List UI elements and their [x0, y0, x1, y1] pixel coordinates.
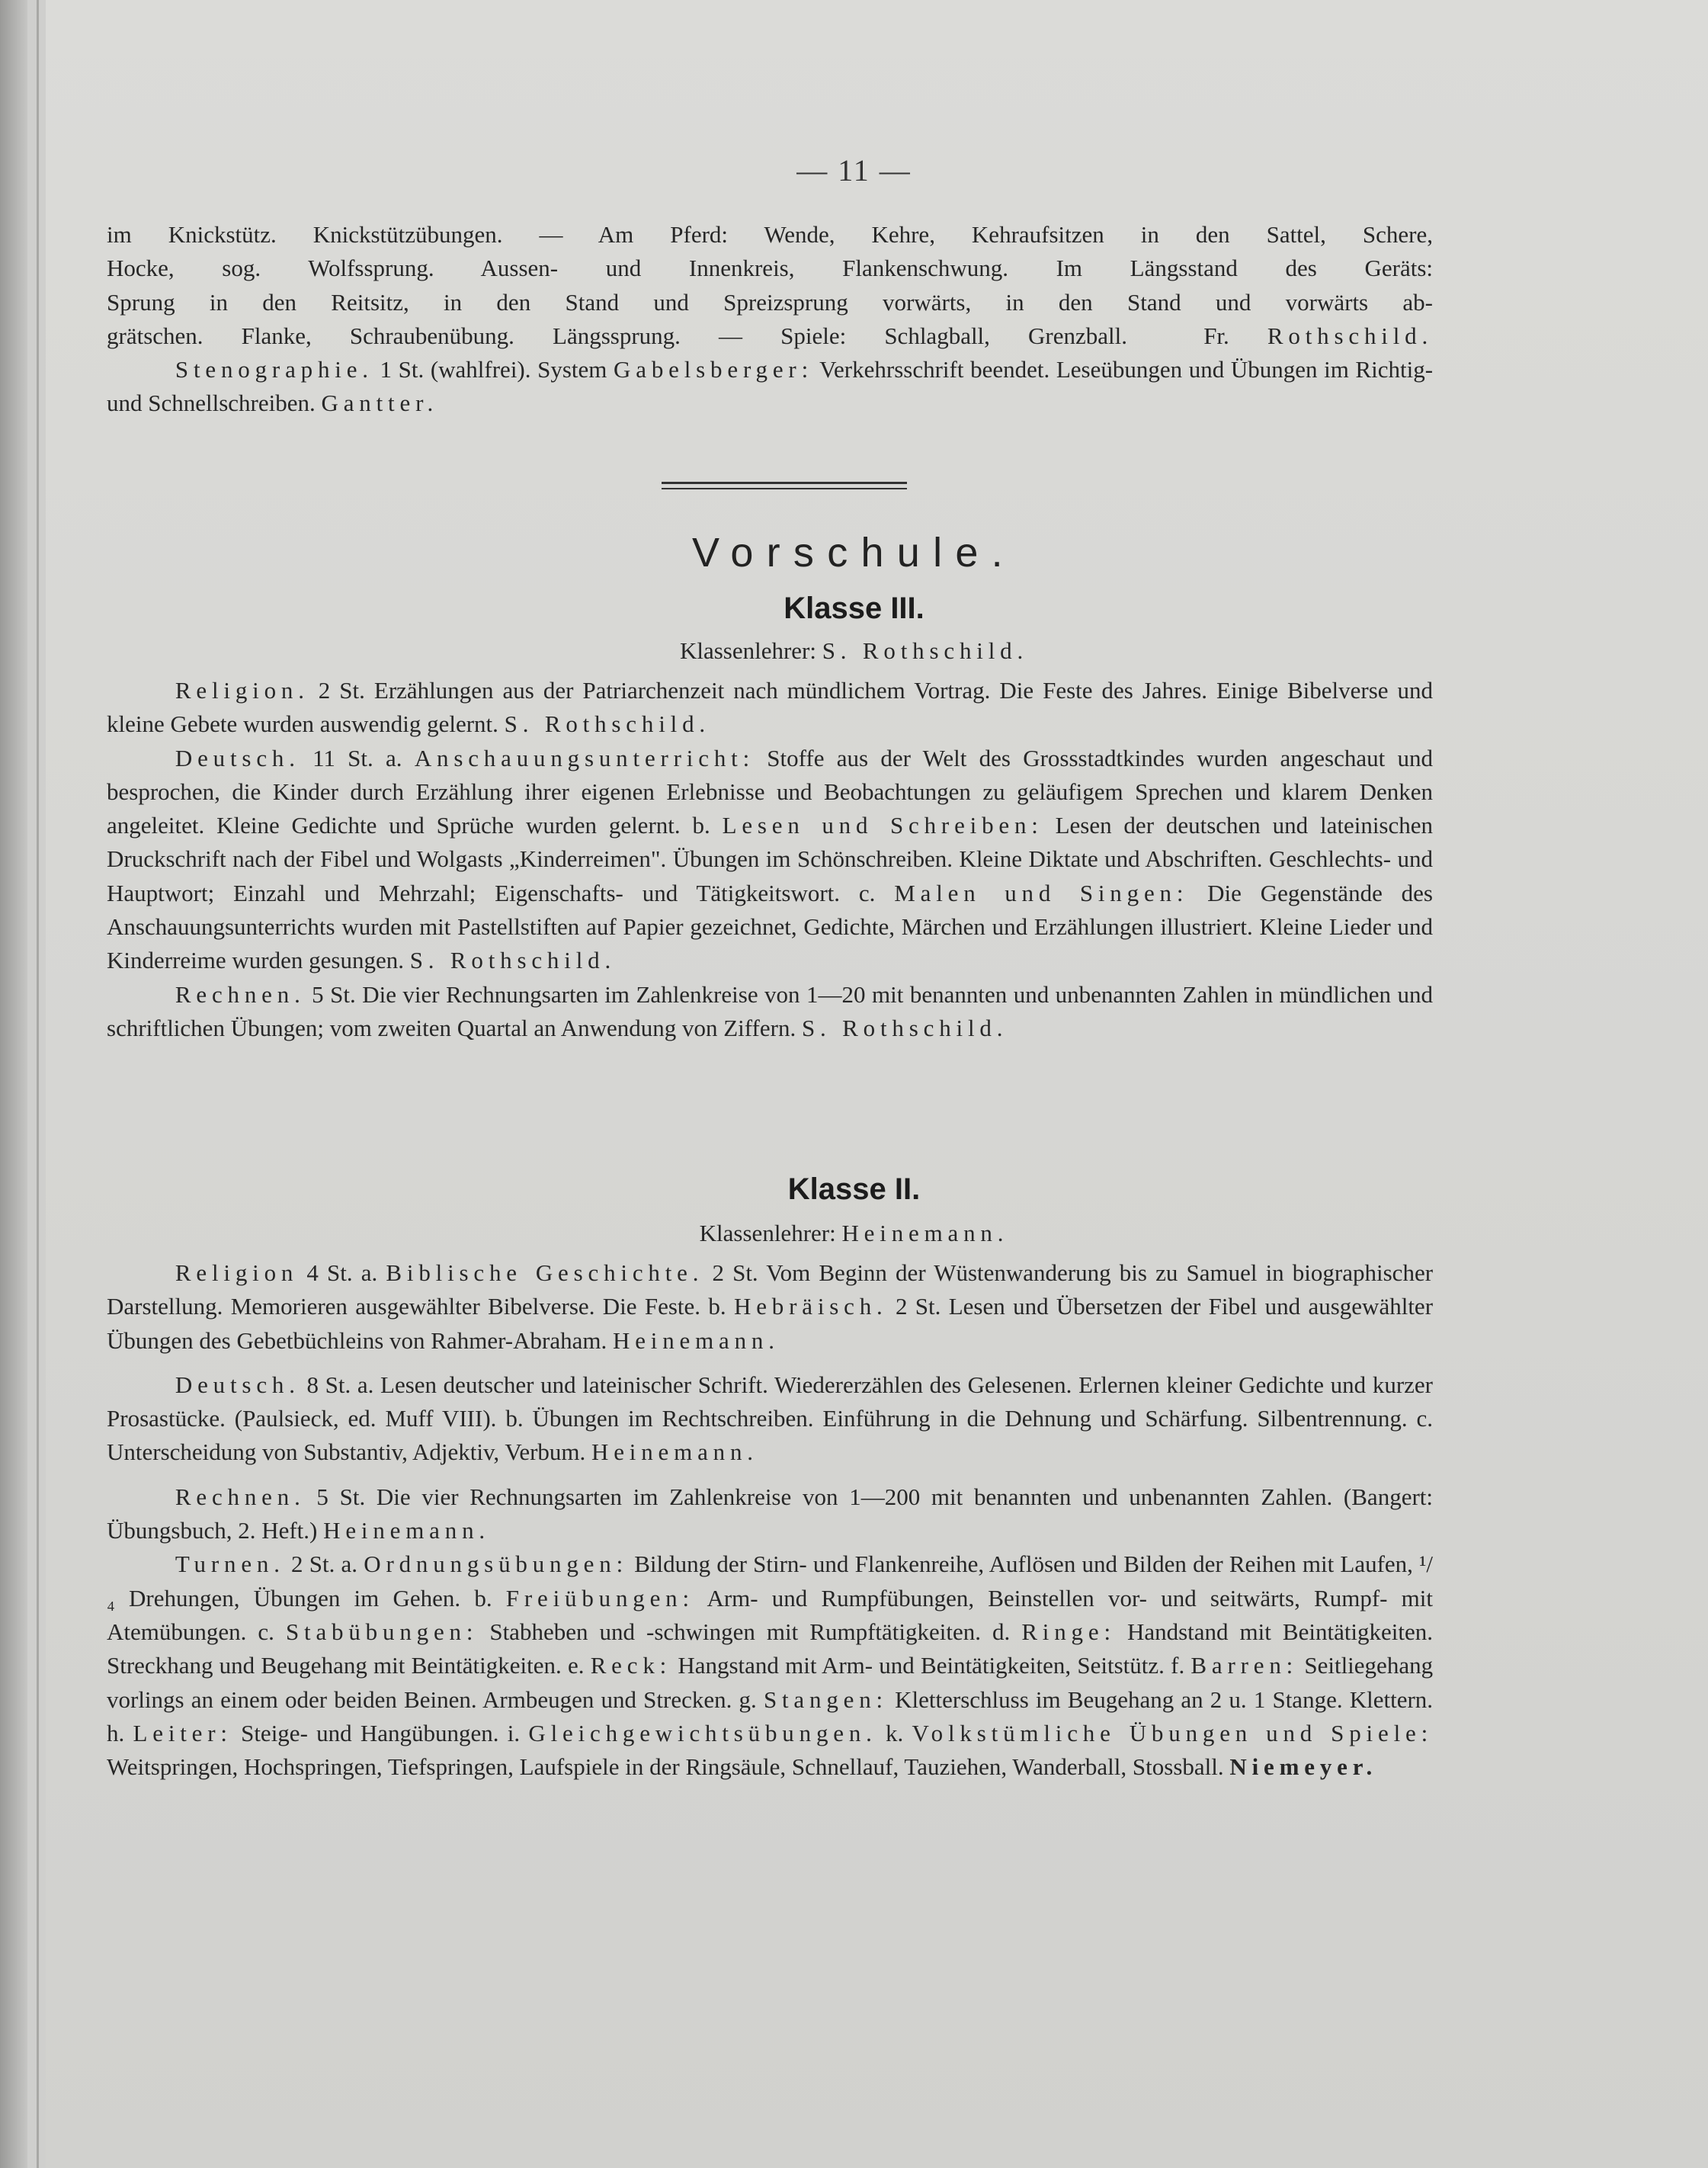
klasse2-body: [107, 1256, 1433, 1784]
teacher-name: Gantter.: [321, 390, 439, 417]
deutsch-paragraph: Deutsch. 8 St. a. Lesen deutscher und lateinischer Schrift. Wiedererzählen des Gelesenen. Erlernen kleiner Gedichte und kurzer Prosastücke. (Paulsieck, ed. Muff VIII). b. Übungen im Rechtschreiben. Einführung in die Dehnung und Schärfung. Silbentrennung. c. Unterscheidung von Substantiv, Adjektiv, Verbum. Heinemann.: [107, 1371, 1433, 1466]
teacher-name: S. Rothschild.: [801, 1014, 1008, 1041]
teacher-name: Heinemann.: [612, 1326, 780, 1354]
page-edge: [37, 0, 39, 2168]
turnen-continuation: [107, 218, 1433, 421]
divider-rule: [662, 488, 907, 489]
rechnen-paragraph: Rechnen. 5 St. Die vier Rechnungsarten im Zahlenkreise von 1—200 mit benannten und unbenannten Zahlen. (Bangert: Übungsbuch, 2. Heft.) Heinemann.: [107, 1483, 1433, 1544]
page-number: — 11 —: [796, 153, 912, 188]
text-line: Hocke, sog. Wolfssprung. Aussen- und Innenkreis, Flankenschwung. Im Längsstand des Geräts:: [107, 255, 1433, 282]
klasse3-teacher-line: Klassenlehrer: S. Rothschild.: [679, 637, 1029, 664]
teacher-name: S. Rothschild.: [409, 947, 617, 974]
teacher-name: Heinemann.: [591, 1438, 758, 1466]
subject-title: Stenographie.: [175, 356, 373, 383]
religion-paragraph: Religion. 2 St. Erzählungen aus der Patriarchenzeit nach mündlichem Vortrag. Die Feste des Jahres. Einige Bibelverse und kleine Gebete wurden auswendig gelernt. S. Rothschild.: [107, 677, 1434, 738]
text-line-last: grätschen. Flanke, Schraubenübung. Längssprung. — Spiele: Schlagball, Grenzball. Fr. Rothschild.: [107, 322, 1434, 349]
scan-binding-shadow: [0, 0, 27, 2168]
klasse2-title: Klasse II.: [787, 1172, 921, 1206]
stenographie-paragraph: Stenographie. 1 St. (wahlfrei). System Gabelsberger: Verkehrsschrift beendet. Leseübungen und Übungen im Richtig- und Schnellschreiben. Gantter.: [107, 356, 1434, 417]
deutsch-paragraph: Deutsch. 11 St. a. Anschauungsunterricht: Stoffe aus der Welt des Grossstadtkindes wurden angeschaut und besprochen, die Kinder durch Erzählung ihrer eigenen Erlebnisse und Beobachtungen zu geläufigem Sprechen und klarem Denken angeleitet. Kleine Gedichte und Sprüche wurden gelernt. b. Lesen und Schreiben: Lesen der deutschen und lateinischen Druckschrift nach der Fibel und Wolgasts „Kinderreimen". Übungen im Schönschreiben. Kleine Diktate und Abschriften. Geschlechts- und Hauptwort; Einzahl und Mehrzahl; Eigenschafts- und Tätigkeitswort. c. Malen und Singen: Die Gegenstände des Anschauungsunterrichts wurden mit Pastellstiften auf Papier gezeichnet, Gedichte, Märchen und Erzählungen illustriert. Kleine Lieder und Kinderreime wurden gesungen. S. Rothschild.: [107, 744, 1434, 974]
divider-rule: [662, 482, 907, 484]
klasse3-title: Klasse III.: [784, 592, 924, 625]
klasse3-body: [107, 674, 1433, 1045]
rechnen-paragraph: Rechnen. 5 St. Die vier Rechnungsarten im Zahlenkreise von 1—20 mit benannten und unbenannten Zahlen in mündlichen und schriftlichen Übungen; vom zweiten Quartal an Anwendung von Ziffern. S. Rothschild.: [107, 980, 1433, 1041]
teacher-name: Rothschild.: [1267, 322, 1434, 349]
system-name: Gabelsberger:: [614, 356, 814, 383]
text-line: Sprung in den Reitsitz, in den Stand und Spreizsprung vorwärts, in den Stand und vorwärts ab-: [107, 288, 1433, 316]
teacher-name: Heinemann.: [323, 1517, 490, 1544]
teacher-name: Niemeyer.: [1229, 1753, 1378, 1781]
teacher-name: S. Rothschild.: [504, 710, 710, 738]
section-title: Vorschule.: [692, 530, 1016, 576]
religion-paragraph: Religion 4 St. a. Biblische Geschichte. 2 St. Vom Beginn der Wüstenwanderung bis zu Samuel in biographischer Darstellung. Memorieren ausgewählter Bibelverse. Die Feste. b. Hebräisch. 2 St. Lesen und Übersetzen der Fibel und ausgewählter Übungen des Gebetbüchleins von Rahmer-Abraham. Heinemann.: [107, 1259, 1434, 1354]
turnen-paragraph: Turnen. 2 St. a. Ordnungsübungen: Bildung der Stirn- und Flankenreihe, Auflösen und Bilden der Reihen mit Laufen, ¹/₄ Drehungen, Übungen im Gehen. b. Freiübungen: Arm- und Rumpfübungen, Beinstellen vor- und seitwärts, Rumpf- mit Atemübungen. c. Stabübungen: Stabheben und -schwingen mit Rumpftätigkeiten. d. Ringe: Handstand mit Beintätigkeiten. Streckhang und Beugehang mit Beintätigkeiten. e. Reck: Hangstand mit Arm- und Beintätigkeiten, Seitstütz. f. Barren: Seitliegehang vorlings an einem oder beiden Beinen. Armbeugen und Strecken. g. Stangen: Kletterschluss im Beugehang an 2 u. 1 Stange. Klettern. h. Leiter: Steige- und Hangübungen. i. Gleichgewichtsübungen. k. Volkstümliche Übungen und Spiele: Weitspringen, Hochspringen, Tiefspringen, Laufspiele in der Ringsäule, Schnellauf, Tauziehen, Wanderball, Stossball. Niemeyer.: [107, 1551, 1434, 1781]
text-line: im Knickstütz. Knickstützübungen. — Am Pferd: Wende, Kehre, Kehraufsitzen in den Sattel, Schere,: [107, 221, 1433, 248]
klasse2-teacher-line: Klassenlehrer: Heinemann.: [699, 1220, 1009, 1246]
